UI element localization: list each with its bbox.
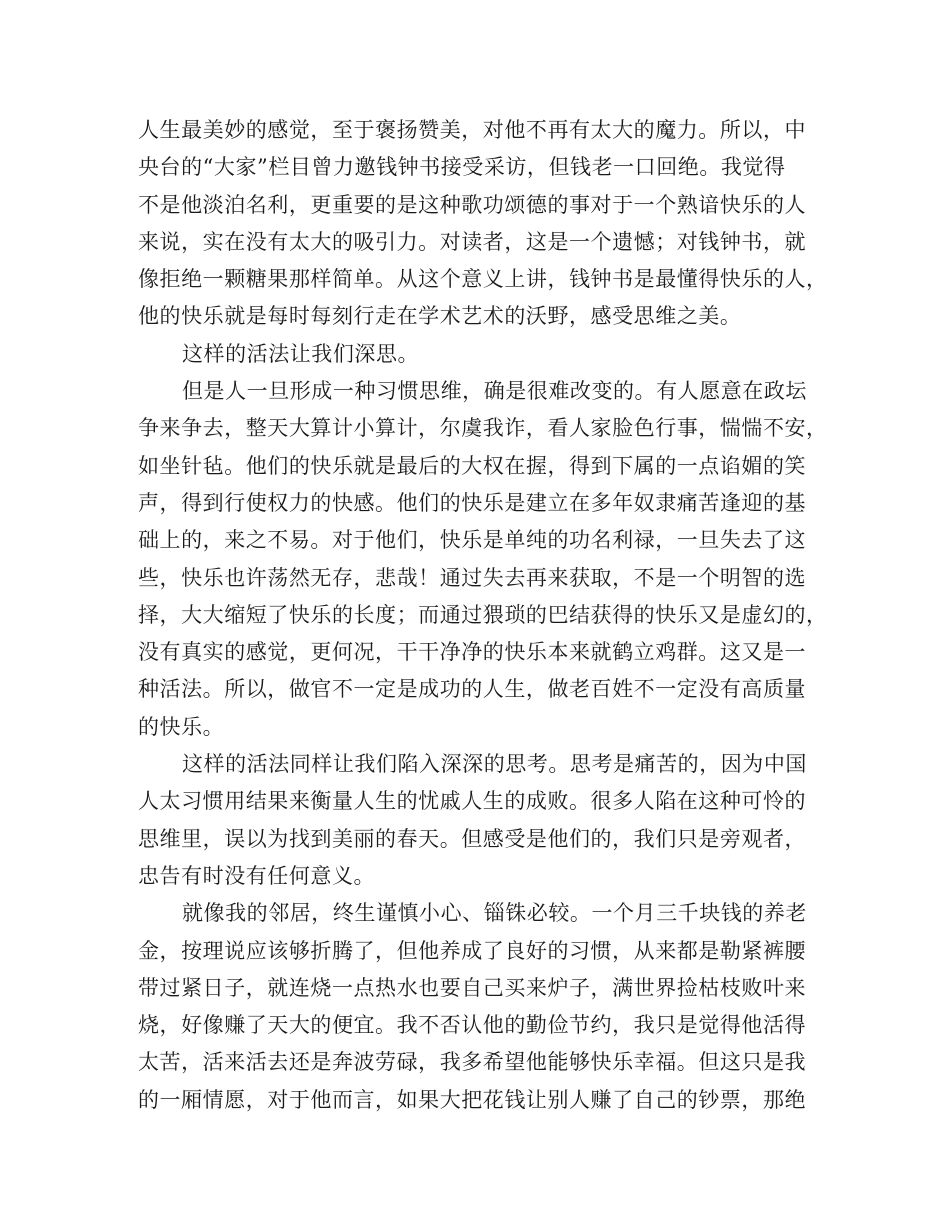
text-line: 择，大大缩短了快乐的长度；而通过猥琐的巴结获得的快乐又是虚幻的， bbox=[138, 602, 828, 627]
text-line: 这样的活法同样让我们陷入深深的思考。思考是痛苦的，因为中国 bbox=[182, 752, 807, 777]
text-line: 的快乐。 bbox=[138, 714, 225, 739]
text-line: 声，得到行使权力的快感。他们的快乐是建立在多年奴隶痛苦逢迎的基 bbox=[138, 490, 807, 515]
text-line: 人生最美妙的感觉，至于褒扬赞美，对他不再有太大的魔力。所以，中 bbox=[138, 118, 807, 142]
text-line: 来说，实在没有太大的吸引力。对读者，这是一个遗憾；对钱钟书，就 bbox=[138, 229, 807, 254]
body-text bbox=[138, 112, 828, 1119]
text-line: 央台的“大家”栏目曾力邀钱钟书接受采访，但钱老一口回绝。我觉得 bbox=[138, 155, 786, 180]
text-line: 带过紧日子，就连烧一点热水也要自己买来炉子，满世界捡枯枝败叶来 bbox=[138, 975, 807, 1000]
text-line: 太苦，活来活去还是奔波劳碌，我多希望他能够快乐幸福。但这只是我 bbox=[138, 1050, 807, 1075]
text-line: 的一厢情愿，对于他而言，如果大把花钱让别人赚了自己的钞票，那绝 bbox=[138, 1087, 807, 1112]
text-line: 种活法。所以，做官不一定是成功的人生，做老百姓不一定没有高质量 bbox=[138, 677, 807, 702]
text-line: 人太习惯用结果来衡量人生的忧戚人生的成败。很多人陷在这种可怜的 bbox=[138, 789, 807, 814]
text-line: 金，按理说应该够折腾了，但他养成了良好的习惯，从来都是勒紧裤腰 bbox=[138, 938, 807, 963]
text-line: 思维里，误以为找到美丽的春天。但感受是他们的，我们只是旁观者， bbox=[138, 826, 807, 851]
text-line: 些，快乐也许荡然无存，悲哉！通过失去再来获取，不是一个明智的选 bbox=[138, 565, 807, 590]
text-line: 这样的活法让我们深思。 bbox=[182, 341, 420, 366]
text-line: 他的快乐就是每时每刻行走在学术艺术的沃野，感受思维之美。 bbox=[138, 304, 742, 329]
text-line: 争来争去，整天大算计小算计，尔虞我诈，看人家脸色行事，惴惴不安， bbox=[138, 416, 828, 441]
text-line: 如坐针毡。他们的快乐就是最后的大权在握，得到下属的一点谄媚的笑 bbox=[138, 453, 807, 478]
text-line: 础上的，来之不易。对于他们，快乐是单纯的功名利禄，一旦失去了这 bbox=[138, 528, 807, 553]
text-line: 像拒绝一颗糖果那样简单。从这个意义上讲，钱钟书是最懂得快乐的人， bbox=[138, 267, 828, 292]
text-line: 忠告有时没有任何意义。 bbox=[138, 863, 376, 888]
text-line: 烧，好像赚了天大的便宜。我不否认他的勤俭节约，我只是觉得他活得 bbox=[138, 1013, 807, 1038]
text-line: 没有真实的感觉，更何况，干干净净的快乐本来就鹤立鸡群。这又是一 bbox=[138, 640, 807, 665]
text-line: 就像我的邻居，终生谨慎小心、锱铢必较。一个月三千块钱的养老 bbox=[182, 901, 807, 926]
text-line: 但是人一旦形成一种习惯思维，确是很难改变的。有人愿意在政坛 bbox=[182, 379, 807, 404]
text-line: 不是他淡泊名利，更重要的是这种歌功颂德的事对于一个熟谙快乐的人 bbox=[138, 192, 807, 217]
